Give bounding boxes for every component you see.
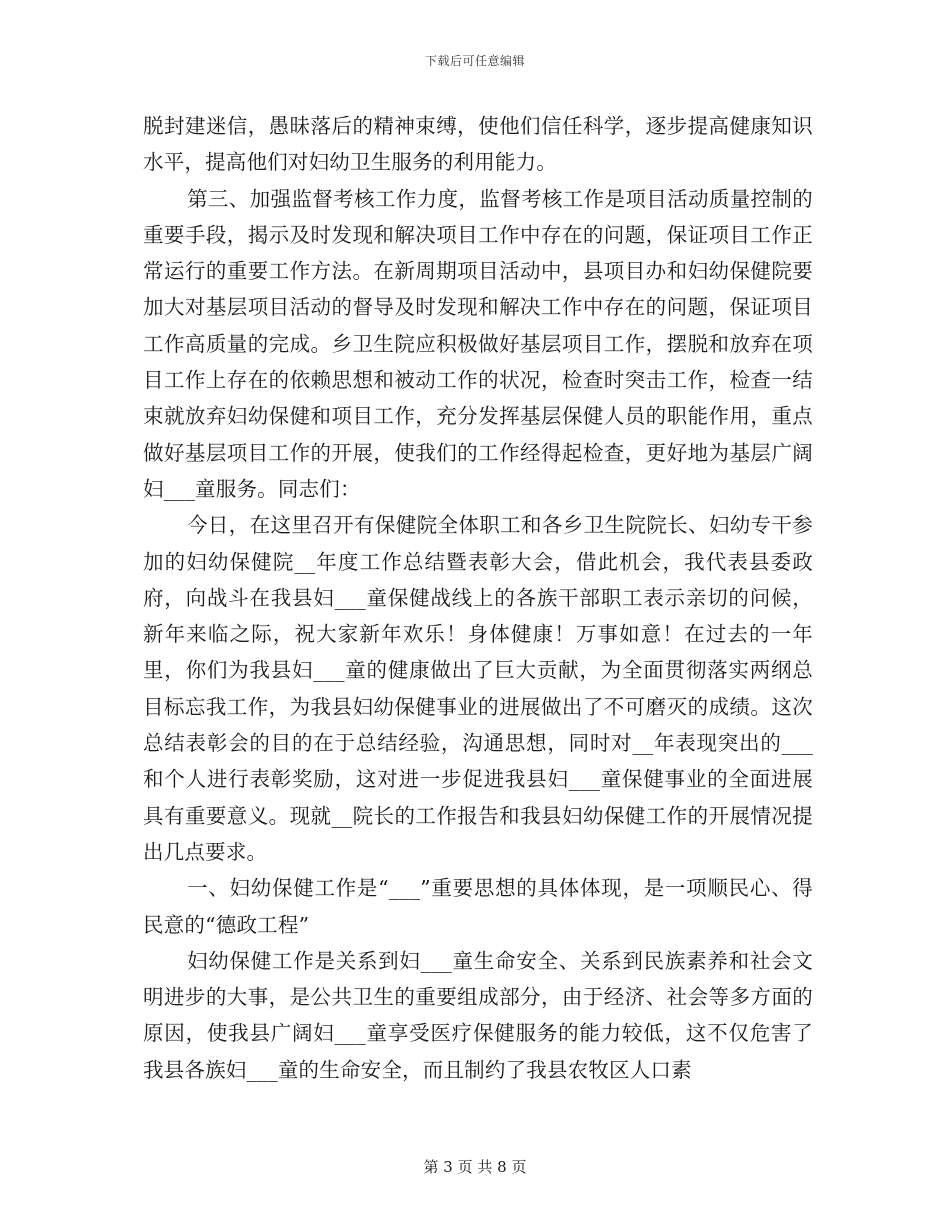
paragraph-4-heading: 一、妇幼保健工作是“___”重要思想的具体体现，是一项顺民心、得民意的“德政工程” [143, 876, 813, 937]
paragraph-5: 妇幼保健工作是关系到妇___童生命安全、关系到民族素养和社会文明进步的大事，是公共卫生的重要组成部分，由于经济、社会等多方面的原因，使我县广阔妇___童享受医疗保健服务的能力较低，这不仅危害了我县各族妇___童的生命安全，而且制约了我县农牧区人口素 [143, 948, 813, 1082]
page-header: 下载后可任意编辑 [424, 54, 525, 68]
page-number-footer: 第 3 页 共 8 页 [423, 1158, 527, 1176]
paragraph-1: 脱封建迷信，愚昧落后的精神束缚，使他们信任科学，逐步提高健康知识水平，提高他们对妇幼卫生服务的利用能力。 [143, 114, 813, 175]
paragraph-2: 第三、加强监督考核工作力度，监督考核工作是项目活动质量控制的重要手段，揭示及时发现和解决项目工作中存在的问题，保证项目工作正常运行的重要工作方法。在新周期项目活动中，县项目办和妇幼保健院要加大对基层项目活动的督导及时发现和解决工作中存在的问题，保证项目工作高质量的完成。乡卫生院应积极做好基层项目工作，摆脱和放弃在项目工作上存在的依赖思想和被动工作的状况，检查时突击工作，检查一结束就放弃妇幼保健和项目工作，充分发挥基层保健人员的职能作用，重点做好基层项目工作的开展，使我们的工作经得起检查，更好地为基层广阔妇___童服务。同志们： [143, 186, 813, 501]
document-body [143, 108, 813, 1088]
paragraph-3: 今日，在这里召开有保健院全体职工和各乡卫生院院长、妇幼专干参加的妇幼保健院__年度工作总结暨表彰大会，借此机会，我代表县委政府，向战斗在我县妇___童保健战线上的各族干部职工表示亲切的问候，新年来临之际，祝大家新年欢乐！身体健康！万事如意！在过去的一年里，你们为我县妇___童的健康做出了巨大贡献，为全面贯彻落实两纲总目标忘我工作，为我县妇幼保健事业的进展做出了不可磨灭的成绩。这次总结表彰会的目的在于总结经验，沟通思想，同时对__年表现突出的___和个人进行表彰奖励，这对进一步促进我县妇___童保健事业的全面进展具有重要意义。现就__院长的工作报告和我县妇幼保健工作的开展情况提出几点要求。 [143, 513, 813, 864]
